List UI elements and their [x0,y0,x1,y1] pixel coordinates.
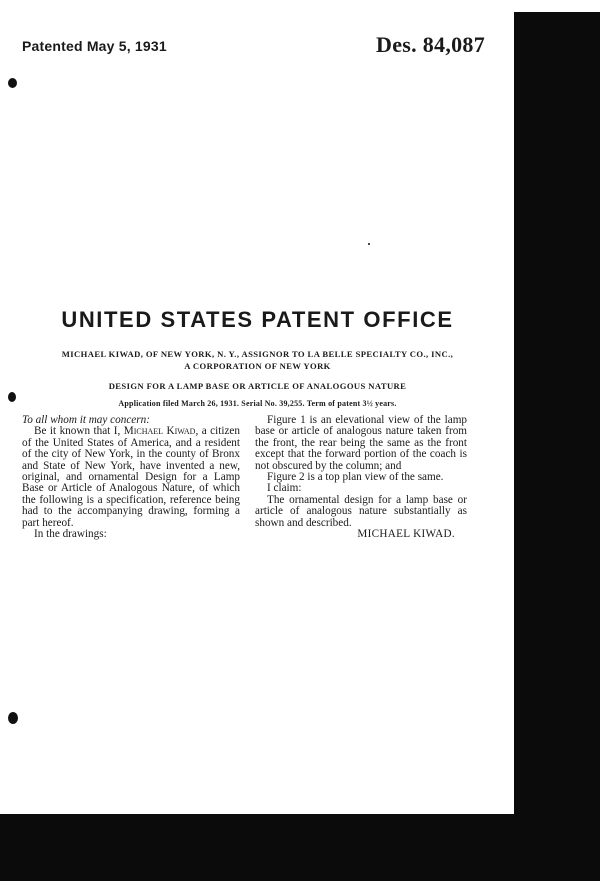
speck-mark [368,243,370,245]
scan-border-right [514,12,600,881]
office-heading: UNITED STATES PATENT OFFICE [61,307,454,332]
specification-left-column [22,415,240,540]
inventor-signature: MICHAEL KIWAD. [357,528,455,541]
claim-heading: I claim: [267,482,302,495]
inventor-name: Michael Kiwad [123,425,196,438]
assignee-line: A CORPORATION OF NEW YORK [184,361,331,371]
drawings-intro: In the drawings: [34,528,107,541]
design-title: DESIGN FOR A LAMP BASE OR ARTICLE OF ANALOGOUS NATURE [108,381,407,391]
punch-hole-mark [8,78,17,88]
specification-right-column [255,415,467,540]
scan-border-bottom [0,814,600,881]
claim-text: The ornamental design for a lamp base or article of analogous nature substantially as shown and described. [255,493,467,529]
patented-date: Patented May 5, 1931 [22,38,167,54]
specification-paragraph: Be it known that I, Michael Kiwad, a citizen of the United States of America, and a resident of the city of New York, in the county of Bronx and State of New York, have invented a new, original, and ornamental Design for a Lamp Base or Article of Analogous Nature, of which the following is a specification, reference being had to the accompanying drawing, forming a part hereof. [22,425,240,529]
design-patent-number: Des. 84,087 [376,32,486,57]
inventor-assignor-line: MICHAEL KIWAD, OF NEW YORK, N. Y., ASSIGNOR TO LA BELLE SPECIALTY CO., INC., [61,349,454,359]
figure-2-description: Figure 2 is a top plan view of the same. [267,471,444,484]
salutation: To all whom it may concern: [22,414,150,426]
application-line: Application filed March 26, 1931. Serial No. 39,255. Term of patent 3½ years. [118,399,397,408]
punch-hole-mark [8,712,18,724]
figure-1-description: Figure 1 is an elevational view of the lamp base or article of analogous nature taken from the front, the rear being the same as the front except that the forward portion of the coach is not obscured by the column; and [255,414,467,472]
